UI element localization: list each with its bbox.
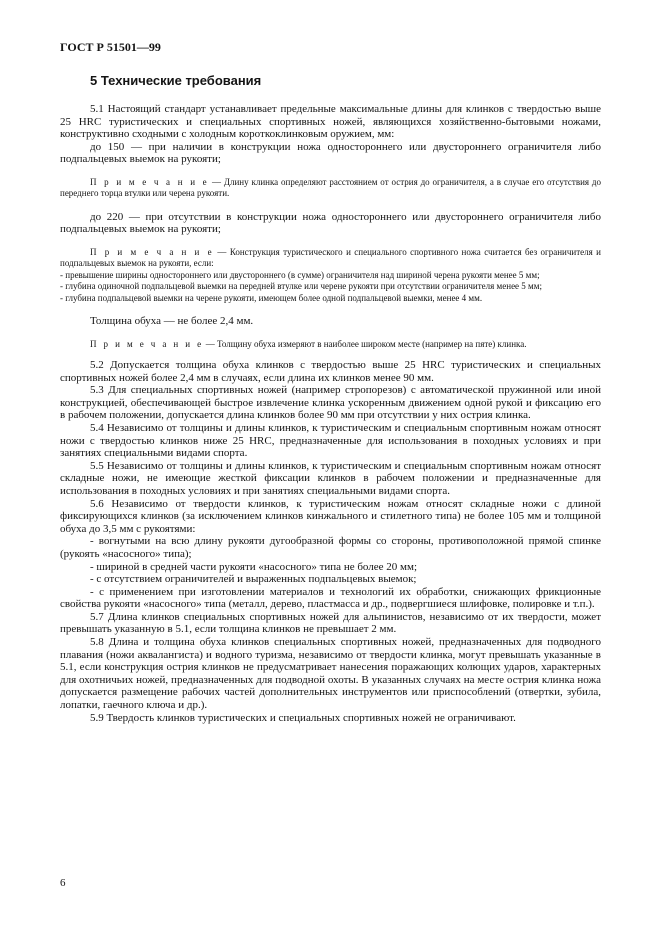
note-label: П р и м е ч а н и е [90,176,210,187]
paragraph-5-6-item: - с отсутствием ограничителей и выраженных подпальцевых выемок; [90,573,417,586]
paragraph-5-5: 5.5 Независимо от толщины и длины клинков, к туристическим и специальным спортивным ножам относят складные ножи, не имеющие жесткой фиксации клинков в рабочем положении и предназначенные для использования в походных условиях и при занятиях специальными видами спорта. [60,459,601,497]
paragraph-5-6: 5.6 Независимо от твердости клинков, к туристическим ножам относят складные ножи с длиной фиксирующихся клинков (за исключением клинков кинжального и стилетного типа) не более 105 мм и толщиной обуха до 3,5 мм с рукоятями: [60,497,601,535]
paragraph-5-4: 5.4 Независимо от толщины и длины клинков, к туристическим и специальным спортивным ножам относят ножи с твердостью клинков ниже 25 HRC, предназначенные для использования в походных условиях и при занятиях специальными видами спорта. [60,421,601,460]
paragraph-5-9: 5.9 Твердость клинков туристических и специальных спортивных ножей не ограничивают. [90,711,516,724]
paragraph-5-6-item: - шириной в средней части рукояти «насосного» типа не более 20 мм; [90,560,418,573]
paragraph-5-2: 5.2 Допускается толщина обуха клинков с твердостью выше 25 HRC туристических и специальных спортивных ножей более 2,4 мм в случаях, если длина их клинков менее 90 мм. [60,359,601,384]
paragraph-5-6-item: - вогнутыми на всю длину рукояти дугообразной формы со стороны, противоположной прямой спинке (рукоять «насосного» типа); [60,535,601,560]
note-2-item: - превышение ширины одностороннего или двустороннего (в сумме) ограничителя над шириной черена рукояти менее 5 мм; [60,269,540,280]
note-text: — Толщину обуха измеряют в наиболее широком месте (например на пяте) клинка. [203,338,527,349]
note-label: П р и м е ч а н и е [90,246,214,257]
page-number: 6 [60,877,66,889]
note-3 [60,339,601,350]
note-label: П р и м е ч а н и е [90,338,204,349]
paragraph-5-7: 5.7 Длина клинков специальных спортивных ножей для альпинистов, независимо от их твердости, может превышать указанную в 5.1, если толщина клинков не превышает 2 мм. [60,610,601,636]
paragraph-5-1-length-150: до 150 — при наличии в конструкции ножа одностороннего или двустороннего ограничителя либо подпальцевых выемок на рукояти; [60,140,601,166]
note-2-item: - глубина подпальцевой выемки на черене рукояти, имеющем более одной подпальцевой выемки, менее 4 мм. [60,292,483,303]
paragraph-5-1-thickness: Толщина обуха — не более 2,4 мм. [90,315,254,327]
paragraph-5-1: 5.1 Настоящий стандарт устанавливает предельные максимальные длины для клинков с твердостью выше 25 HRC туристических и специальных спортивных ножей, являющихся хозяйственно-бытовыми ножами, конструктивно сходными с холодным короткоклинковым оружием, мм: [60,103,601,141]
paragraph-5-8: 5.8 Длина и толщина обуха клинков специальных спортивных ножей, предназначенных для подводного плавания (ножи аквалангиста) и водного туризма, независимо от твердости клинка, могут превышать указанные в 5.1, если конструкция острия клинков не предусматривает нанесения поражающих колющих ударов, характерных для охотничьих ножей, предназначенных для подводной охоты. В указанных случаях на месте острия клинка ножа допускается размещение рабочих частей дополнительных инструментов или приспособлений (отвертки, зубила, лопатки, гаечного ключа и др.). [60,636,601,712]
note-1 [60,177,601,200]
paragraph-5-1-length-220: до 220 — при отсутствии в конструкции ножа одностороннего или двустороннего ограничителя либо подпальцевых выемок на рукояти; [60,210,601,236]
note-2 [60,247,601,270]
note-text: — Конструкция туристического и специального спортивного ножа считается без ограничителя и подпальцевых выемок на рукояти, если: [60,246,601,269]
running-header: ГОСТ Р 51501—99 [60,40,161,54]
note-2-item: - глубина одиночной подпальцевой выемки на передней втулке или черене рукояти при отсутствии ограничителя менее 5 мм; [60,281,542,292]
paragraph-5-3: 5.3 Для специальных спортивных ножей (например стропорезов) с автоматической пружинной или иной конструкцией, обеспечивающей быстрое извлечение клинка ускоренным движением одной рукой и фиксацию его в рабочем положении, допускается длина клинков более 90 мм при отсутствии у них острия клинка. [60,384,601,422]
section-title: 5 Технические требования [90,73,262,88]
note-text: — Длину клинка определяют расстоянием от острия до ограничителя, а в случае его отсутствия до переднего торца втулки или черена рукояти. [60,176,601,199]
document-body [60,103,601,724]
paragraph-5-6-item: - с применением при изготовлении материалов и технологий их обработки, снижающих фрикционные свойства рукояти «насосного» типа (металл, дерево, пластмасса и др., подвергшиеся шлифовке, полировке и т.п.). [60,585,601,611]
